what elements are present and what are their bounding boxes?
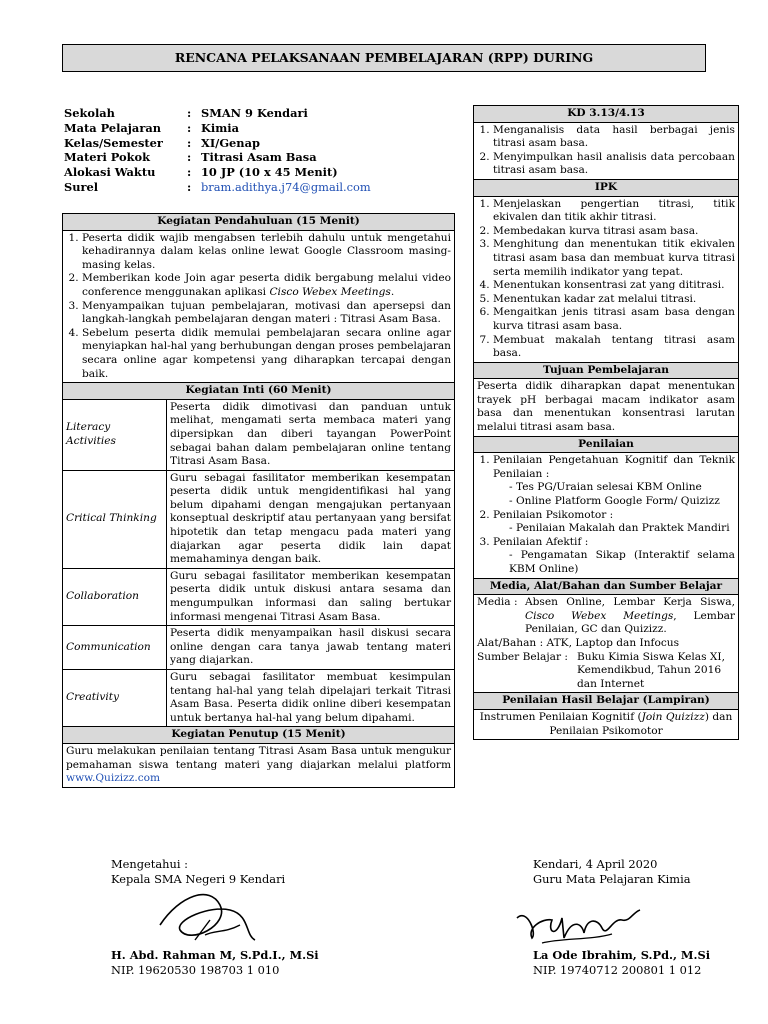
list-item: 4. Sebelum peserta didik memulai pembelajaran secara online agar menyiapkan hal-hal yang berhubungan dengan proses pembelajaran secara online agar kompetensi yang diharapkan tercapai dengan baik. [82, 327, 451, 381]
identity-row: Surel : bram.adithya.j74@gmail.com [64, 179, 371, 194]
list-item: 2. Menyimpulkan hasil analisis data percobaan titrasi asam basa. [493, 151, 735, 178]
penilaian-header: Penilaian [474, 436, 739, 453]
identity-row: Kelas/Semester : XI/Genap [64, 135, 260, 150]
list-item: 3. Menghitung dan menentukan titik ekivalen titrasi asam basa dan membuat kurva titrasi serta memilih indikator yang tepat. [493, 238, 735, 279]
list-item: 1. Menjelaskan pengertian titrasi, titik ekivalen dan titik akhir titrasi. [493, 198, 735, 225]
inti-text: Peserta didik dimotivasi dan panduan untuk melihat, mengamati serta membaca materi yang dipersipkan dan diberi tayangan PowerPoint sebagai bahan dalam pembelajaran online tentang Titrasi Asam Basa. [167, 399, 455, 470]
inti-label: Collaboration [63, 568, 167, 625]
tujuan-body: Peserta didik diharapkan dapat menentukan trayek pH berbagai macam indikator asam basa dan menentukan konsentrasi larutan melalui titrasi asam basa. [474, 379, 739, 436]
penutup-header: Kegiatan Penutup (15 Menit) [63, 727, 455, 744]
objectives-table [473, 105, 739, 740]
signature-right: Kendari, 4 April 2020 Guru Mata Pelajaran Kimia [533, 857, 691, 886]
pendahuluan-body [63, 230, 455, 383]
list-item: 7. Membuat makalah tentang titrasi asam basa. [493, 334, 735, 361]
list-item: 1. Penilaian Pengetahuan Kognitif dan Teknik Penilaian : - Tes PG/Uraian selesai KBM Online - Online Platform Google Form/ Quizizz [493, 454, 735, 508]
list-item: 5. Menentukan kadar zat melalui titrasi. [493, 293, 735, 307]
identity-row: Sekolah : SMAN 9 Kendari [64, 106, 308, 120]
list-item: 3. Menyampaikan tujuan pembelajaran, motivasi dan apersepsi dan langkah-langkah pembelajaran dengan materi : Titrasi Asam Basa. [82, 300, 451, 327]
identity-block [64, 106, 454, 195]
signature-scribble-left [150, 885, 270, 955]
pendahuluan-header: Kegiatan Pendahuluan (15 Menit) [63, 214, 455, 231]
penutup-body: Guru melakukan penilaian tentang Titrasi Asam Basa untuk mengukur pemahaman siswa tentang materi yang diajarkan melalui platform www.Quizizz.com [63, 743, 455, 787]
list-item: 2. Penilaian Psikomotor : - Penilaian Makalah dan Praktek Mandiri [493, 509, 735, 536]
activities-table [62, 213, 455, 788]
list-item: 1. Peserta didik wajib mengabsen terlebih dahulu untuk mengetahui kehadirannya dalam kelas online lewat Google Classroom masing-masing kelas. [82, 232, 451, 273]
identity-row: Materi Pokok : Titrasi Asam Basa [64, 150, 317, 165]
ipk-header: IPK [474, 179, 739, 196]
inti-label: Communication [63, 626, 167, 670]
document-title: RENCANA PELAKSANAAN PEMBELAJARAN (RPP) DURING [62, 44, 706, 72]
list-item: 2. Memberikan kode Join agar peserta didik bergabung melalui video conference menggunakan aplikasi Cisco Webex Meetings. [82, 272, 451, 299]
list-item: 3. Penilaian Afektif : - Pengamatan Sikap (Interaktif selama KBM Online) [493, 536, 735, 577]
inti-label: Creativity [63, 670, 167, 727]
inti-text: Guru sebagai fasilitator memberikan kesempatan peserta didik untuk diskusi antara sesama dan mengumpulkan informasi dan saling bertukar informasi mengenai Titrasi Asam Basa. [167, 568, 455, 625]
email-link[interactable]: bram.adithya.j74@gmail.com [201, 179, 371, 194]
signer-name: La Ode Ibrahim, S.Pd., M.Si [533, 948, 711, 962]
list-item: 6. Mengaitkan jenis titrasi asam basa dengan kurva titrasi asam basa. [493, 306, 735, 333]
inti-label: Critical Thinking [63, 470, 167, 568]
inti-text: Guru sebagai fasilitator membuat kesimpulan tentang hal-hal yang telah dipelajari terkait Titrasi Asam Basa. Peserta didik online diberi kesempatan untuk bertanya hal-hal yang belum dipahami. [167, 670, 455, 727]
inti-label: Literacy Activities [63, 399, 167, 470]
list-item: 4. Menentukan konsentrasi zat yang dititrasi. [493, 279, 735, 293]
quizizz-link[interactable]: www.Quizizz.com [66, 772, 161, 785]
identity-row: Mata Pelajaran : Kimia [64, 120, 239, 135]
hasil-body: Instrumen Penilaian Kognitif (Join Quizizz) dan Penilaian Psikomotor [474, 709, 739, 739]
signature-scribble-right [512, 898, 647, 953]
hasil-header: Penilaian Hasil Belajar (Lampiran) [474, 693, 739, 710]
identity-row: Alokasi Waktu : 10 JP (10 x 45 Menit) [64, 165, 338, 180]
signature-left: Mengetahui : Kepala SMA Negeri 9 Kendari [111, 857, 286, 886]
inti-header: Kegiatan Inti (60 Menit) [63, 383, 455, 400]
tujuan-header: Tujuan Pembelajaran [474, 362, 739, 379]
list-item: 1. Menganalisis data hasil berbagai jenis titrasi asam basa. [493, 124, 735, 151]
media-body: Media : Absen Online, Lembar Kerja Siswa, Cisco Webex Meetings, Lembar Penilaian, GC dan Quizizz. Alat/Bahan : ATK, Laptop dan Infocus Sumber Belajar : Buku Kimia Siswa Kelas XI, Kemendikbud, Tahun 2016 dan Internet [474, 595, 739, 693]
kd-header: KD 3.13/4.13 [474, 106, 739, 123]
list-item: 2. Membedakan kurva titrasi asam basa. [493, 225, 735, 239]
media-header: Media, Alat/Bahan dan Sumber Belajar [474, 578, 739, 595]
signer-name: H. Abd. Rahman M, S.Pd.I., M.Si [111, 948, 319, 962]
inti-text: Guru sebagai fasilitator memberikan kesempatan peserta didik untuk mengidentifikasi hal yang belum dipahami dengan mengajukan pertanyaan konseptual deskriptif atau pertanyaan yang bersifat hipotetik dan tetap mengacu pada materi yang diajarkan agar peserta didik lain dapat memahaminya dengan baik. [167, 470, 455, 568]
inti-text: Peserta didik menyampaikan hasil diskusi secara online dengan cara tanya jawab tentang materi yang diajarkan. [167, 626, 455, 670]
